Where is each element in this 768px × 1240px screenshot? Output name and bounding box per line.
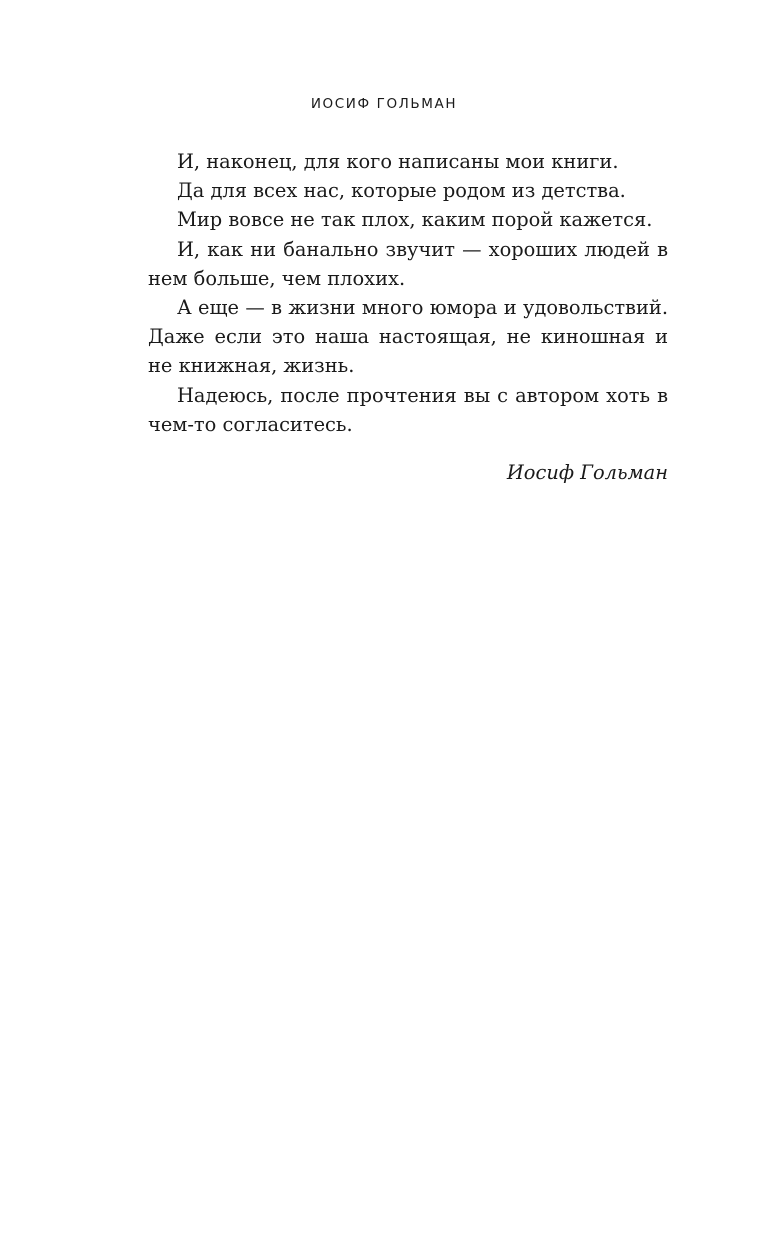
paragraph-2: Да для всех нас, которые родом из детства.	[177, 179, 626, 203]
author-signature: Иосиф Гольман	[506, 461, 668, 484]
paragraph-6: Надеюсь, после прочтения вы с автором хоть в чем-то согласитесь.	[148, 383, 668, 436]
running-header: ИОСИФ ГОЛЬМАН	[310, 96, 458, 112]
paragraph-5: А еще — в жизни много юмора и удовольствий. Даже если это наша настоящая, не киношная и не книжная, жизнь.	[148, 296, 668, 378]
body-text	[148, 147, 668, 439]
paragraph-4: И, как ни банально звучит — хороших людей в нем больше, чем плохих.	[148, 237, 668, 290]
paragraph-1: И, наконец, для кого написаны мои книги.	[177, 150, 619, 173]
paragraph-3: Мир вовсе не так плох, каким порой кажется.	[177, 208, 653, 232]
